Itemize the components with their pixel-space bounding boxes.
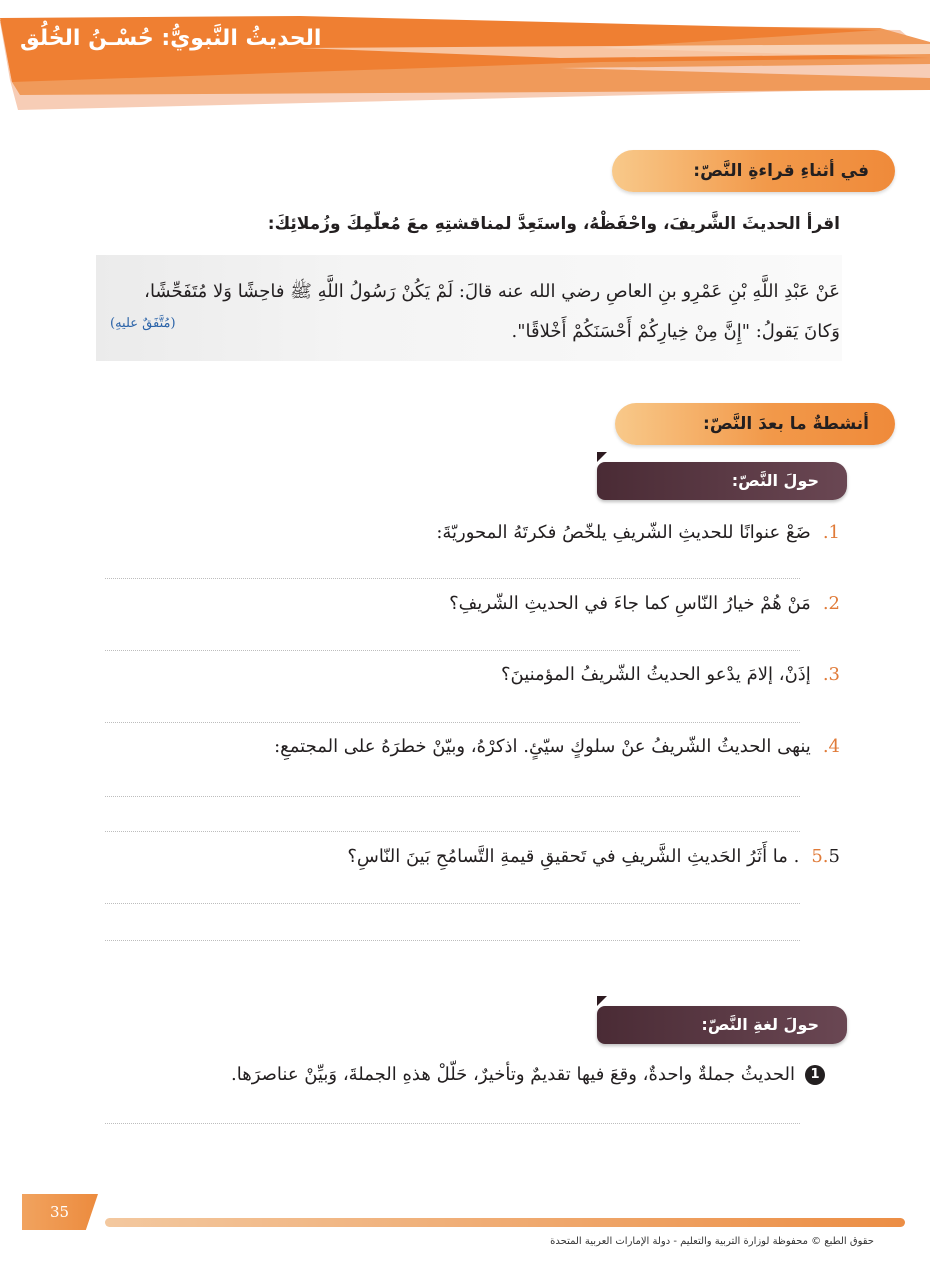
question-3 <box>120 664 840 685</box>
answer-line[interactable] <box>105 578 800 579</box>
ribbon-fold-icon <box>597 996 607 1006</box>
ribbon-title-about-language: حولَ لغةِ النَّصّ: <box>701 1015 819 1034</box>
section-pill-reading <box>612 150 895 192</box>
question-number: 1. <box>822 522 840 543</box>
question-number: 2. <box>822 593 840 614</box>
answer-line[interactable] <box>105 796 800 797</box>
ribbon-about-text <box>597 462 847 500</box>
answer-line[interactable] <box>105 722 800 723</box>
answer-line[interactable] <box>105 1123 800 1124</box>
section-title-post: أنشطةٌ ما بعدَ النَّصّ: <box>703 414 869 434</box>
answer-line[interactable] <box>105 903 800 904</box>
question-4 <box>120 736 840 757</box>
question-text: ضَعْ عنوانًا للحديثِ الشّريفِ يلخّصُ فكرتَهُ المحوريّةَ: <box>436 522 811 543</box>
question-2 <box>120 593 840 614</box>
answer-line[interactable] <box>105 831 800 832</box>
answer-line[interactable] <box>105 650 800 651</box>
question-text: إذَنْ، إلامَ يدْعو الحديثُ الشّريفُ المؤمنينَ؟ <box>500 664 811 685</box>
section-pill-post <box>615 403 895 445</box>
instruction-text: اقرأ الحديثَ الشَّريفَ، واحْفَظْهُ، واستَعِدَّ لمناقشتِهِ معَ مُعلّمِكَ وزُملائِكَ: <box>267 214 840 234</box>
copyright-text: حقوق الطبع © محفوظة لوزارة التربية والتعليم - دولة الإمارات العربية المتحدة <box>550 1236 874 1247</box>
page-title: الحديثُ النَّبويُّ: حُسْـنُ الخُلُق <box>20 26 322 51</box>
question-text: 5. ما أَثَرُ الحَديثِ الشَّريفِ في تَحقيقِ قيمةِ التَّسامُحِ بَينَ النّاسِ؟ <box>347 846 840 867</box>
header-banner <box>0 0 940 115</box>
question-number: 5. <box>811 846 829 867</box>
question-number: 3. <box>822 664 840 685</box>
question-text: الحديثُ جملةٌ واحدةٌ، وقعَ فيها تقديمٌ وتأخيرٌ، حَلّلْ هذهِ الجملةَ، وَبيِّنْ عناصرَها. <box>231 1064 795 1085</box>
question-1 <box>120 522 840 543</box>
language-question-1 <box>125 1064 825 1085</box>
page-number: 35 <box>50 1203 70 1221</box>
footer-bar <box>105 1218 905 1227</box>
ribbon-fold-icon <box>597 452 607 462</box>
question-number: 4. <box>822 736 840 757</box>
question-text: ينهى الحديثُ الشّريفُ عنْ سلوكٍ سيّئٍ. اذكرْهُ، وبيّنْ خطرَهُ على المجتمعِ: <box>274 736 811 757</box>
question-5 <box>120 846 840 867</box>
question-text: مَنْ هُمْ خيارُ النّاسِ كما جاءَ في الحديثِ الشّريفِ؟ <box>449 593 811 614</box>
section-title-reading: في أثناءِ قراءةِ النَّصّ: <box>693 161 869 181</box>
answer-line[interactable] <box>105 940 800 941</box>
hadith-text: عَنْ عَبْدِ اللَّهِ بْنِ عَمْرِو بنِ العاصِ رضي الله عنه قالَ: لَمْ يَكُنْ رَسُولُ اللَّهِ ﷺ فاحِشًا وَلا مُتَفَحِّشًا، وَكانَ يَقولُ: "إِنَّ مِنْ خِيارِكُمْ أَحْسَنَكُمْ أَخْلاقًا". <box>144 281 840 342</box>
ribbon-title-about-text: حولَ النَّصّ: <box>731 471 819 490</box>
ribbon-about-language <box>597 1006 847 1044</box>
number-circle-icon: 1 <box>805 1065 825 1085</box>
hadith-source: (مُتَّفَقٌ عليهِ) <box>110 316 176 331</box>
